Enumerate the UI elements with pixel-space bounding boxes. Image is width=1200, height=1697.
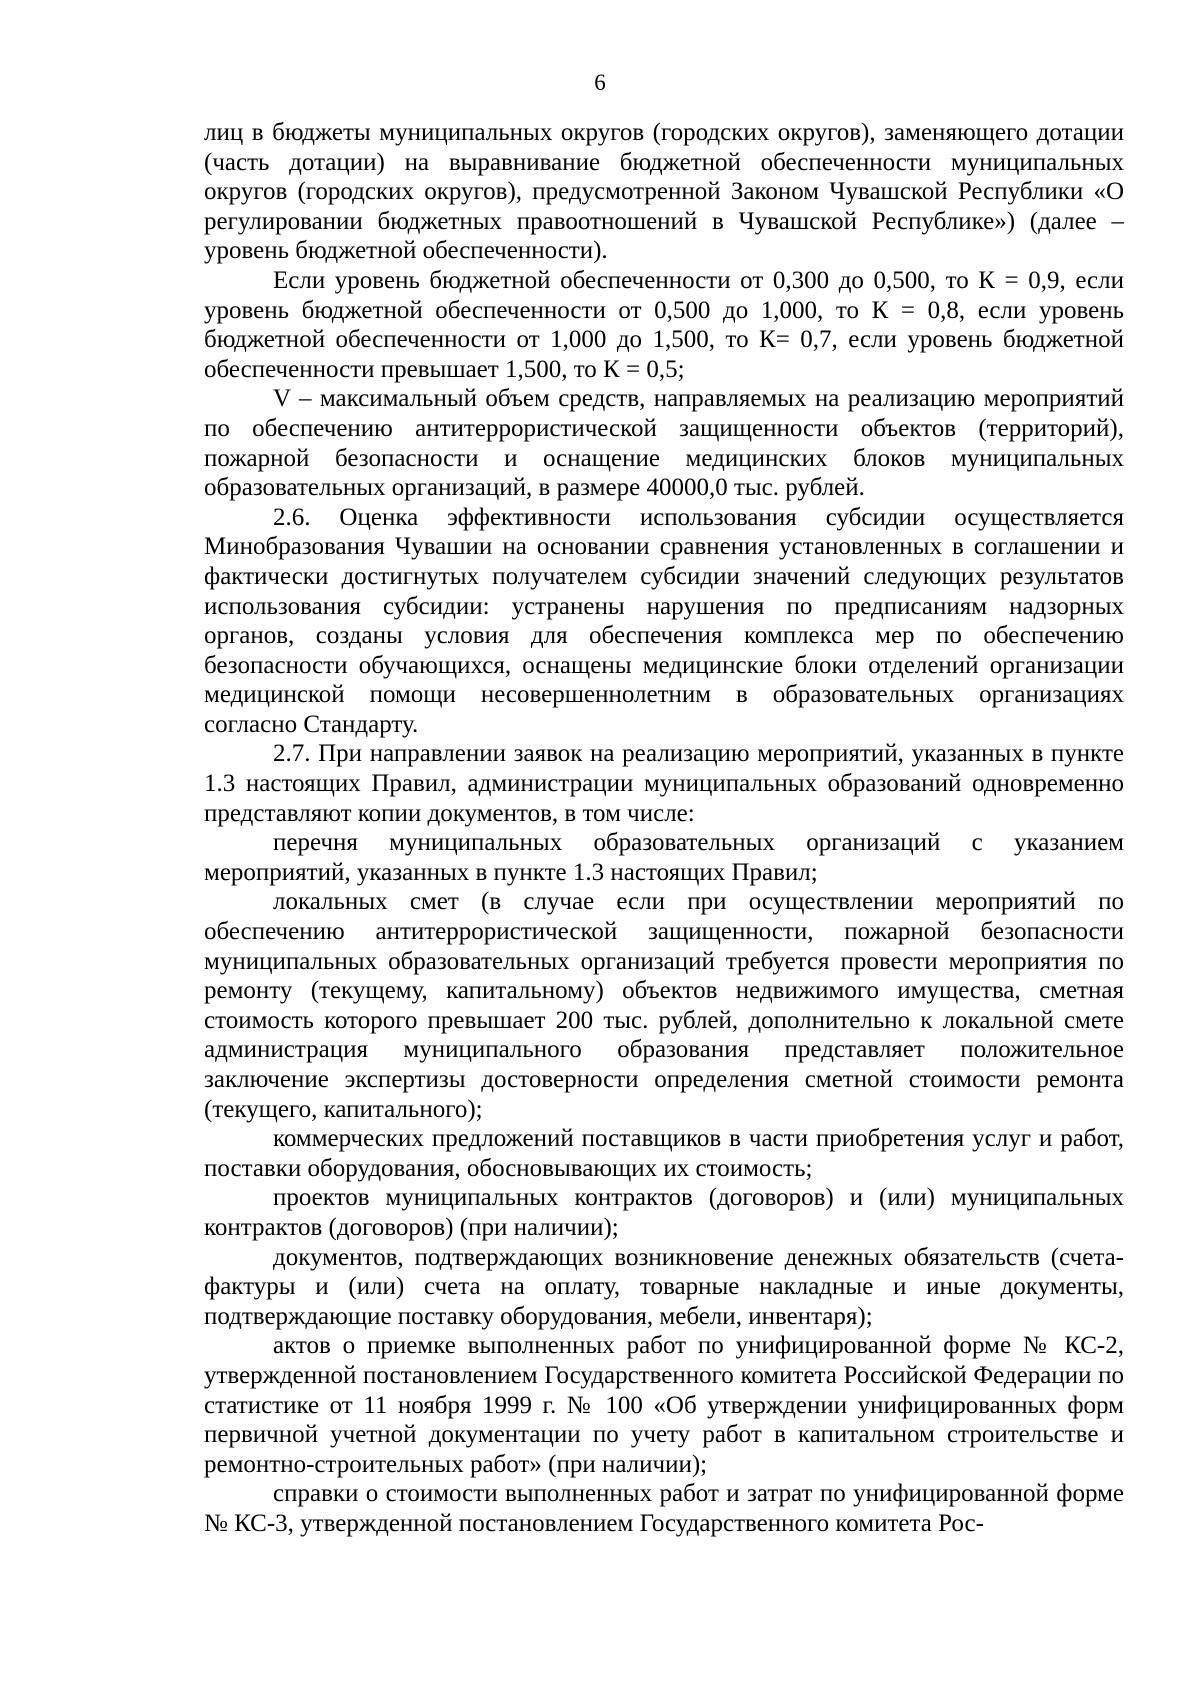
list-item-payment-documents: документов, подтверждающих возникновение денежных обязательств (счета-фактуры и (или) счета на оплату, товарные накладные и иные документы, подтверждающие поставку оборудования, мебели, инвентаря);	[204, 1243, 1124, 1330]
list-item-local-estimates: локальных смет (в случае если при осуществлении мероприятий по обеспечению антитеррористической защищенности, пожарной безопасности муниципальных образовательных организаций требуется провести мероприятия по ремонту (текущему, капитальному) объектов недвижимого имущества, сметная стоимость которого превышает 200 тыс. рублей, дополнительно к локальной смете администрация муниципального образования представляет положительное заключение экспертизы достоверности определения сметной стоимости ремонта (текущего, капитального);	[204, 888, 1124, 1123]
paragraph-2-6-efficiency: 2.6. Оценка эффективности использования субсидии осуществляется Минобразования Чувашии на основании сравнения установленных в соглашении и фактически достигнутых получателем субсидии значений следующих результатов использования субсидии: устранены нарушения по предписаниям надзорных органов, созданы условия для обеспечения комплекса мер по обеспечению безопасности обучающихся, оснащены медицинские блоки отделений организации медицинской помощи несовершеннолетним в образовательных организациях согласно Стандарту.	[204, 503, 1124, 738]
list-item-contract-drafts: проектов муниципальных контрактов (договоров) и (или) муниципальных контрактов (договоров) (при наличии);	[204, 1184, 1124, 1241]
page-number: 6	[594, 70, 606, 95]
paragraph-max-volume-v: V – максимальный объем средств, направляемых на реализацию мероприятий по обеспечению антитеррористической защищенности объектов (территорий), пожарной безопасности и оснащение медицинских блоков муниципальных образовательных организаций, в размере 40000,0 тыс. рублей.	[204, 385, 1124, 502]
list-item-organizations-list: перечня муниципальных образовательных организаций с указанием мероприятий, указанных в пункте 1.3 настоящих Правил;	[204, 829, 1124, 886]
document-body	[204, 118, 1124, 1539]
list-item-commercial-offers: коммерческих предложений поставщиков в части приобретения услуг и работ, поставки оборудования, обосновывающих их стоимость;	[204, 1125, 1124, 1182]
list-item-ks3-certificates: справки о стоимости выполненных работ и затрат по унифицированной форме № КС-3, утвержденной постановлением Государственного комитета Рос-	[204, 1480, 1124, 1537]
list-item-ks2-acts: актов о приемке выполненных работ по унифицированной форме № КС-2, утвержденной постановлением Государственного комитета Российской Федерации по статистике от 11 ноября 1999 г. № 100 «Об утверждении унифицированных форм первичной учетной документации по учету работ в капитальном строительстве и ремонтно-строительных работ» (при наличии);	[204, 1332, 1124, 1478]
paragraph-coefficient-k: Если уровень бюджетной обеспеченности от 0,300 до 0,500, то К = 0,9, если уровень бюджетной обеспеченности от 0,500 до 1,000, то К = 0,8, если уровень бюджетной обеспеченности от 1,000 до 1,500, то К= 0,7, если уровень бюджетной обеспеченности превышает 1,500, то К = 0,5;	[204, 266, 1124, 383]
paragraph-2-7-applications: 2.7. При направлении заявок на реализацию мероприятий, указанных в пункте 1.3 настоящих Правил, администрации муниципальных образований одновременно представляют копии документов, в том числе:	[204, 740, 1124, 827]
paragraph-continuation: лиц в бюджеты муниципальных округов (городских округов), заменяющего дотации (часть дотации) на выравнивание бюджетной обеспеченности муниципальных округов (городских округов), предусмотренной Законом Чувашской Республики «О регулировании бюджетных правоотношений в Чувашской Республике») (далее – уровень бюджетной обеспеченности).	[204, 119, 1124, 265]
